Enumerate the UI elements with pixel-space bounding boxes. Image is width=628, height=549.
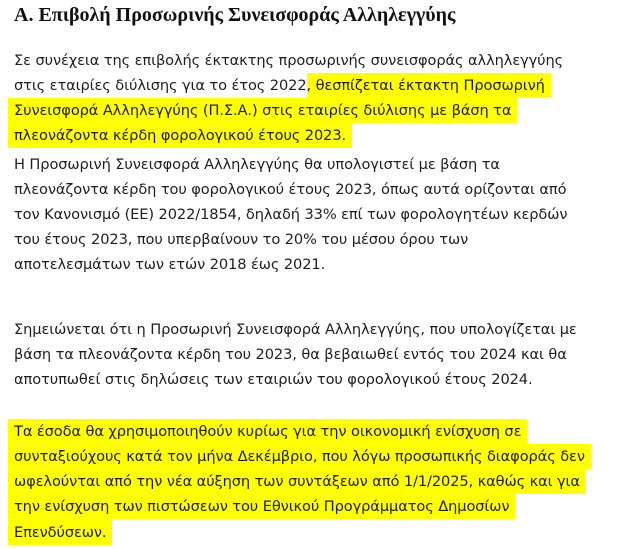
- paragraph-2-line-4: του έτους 2023, που υπερβαίνουν το 20% του μέσου όρου των: [14, 231, 469, 248]
- paragraph-1-line-4: [14, 123, 352, 148]
- paragraph-3-line-1: Σημειώνεται ότι η Προσωρινή Συνεισφορά Αλληλεγγύης, που υπολογίζεται με: [14, 321, 577, 338]
- highlighted-text: συνταξιούχους κατά τον μήνα Δεκέμβριο, που λόγω προσωπικής διαφοράς δεν: [8, 444, 591, 469]
- paragraph-2-line-2: πλεονάζοντα κέρδη του φορολογικού έτους 2023, όπως αυτά ορίζονται από: [14, 181, 567, 198]
- highlighted-text: πλεονάζοντα κέρδη φορολογικού έτους 2023.: [8, 123, 352, 148]
- paragraph-3-line-3: αποτυπωθεί στις δηλώσεις των εταιριών του φορολογικού έτους 2024.: [14, 371, 533, 388]
- highlighted-text: την ενίσχυση των πιστώσεων του Εθνικού Προγράμματος Δημοσίων: [8, 494, 515, 519]
- paragraph-1-line-3: [14, 98, 517, 123]
- highlighted-text: , θεσπίζεται έκτακτη Προσωρινή: [307, 73, 551, 98]
- highlighted-text: Τα έσοδα θα χρησιμοποιηθούν κυρίως για την οικονομική ενίσχυση σε: [8, 419, 527, 444]
- paragraph-2-line-5: αποτελεσμάτων των ετών 2018 έως 2021.: [14, 256, 326, 273]
- highlighted-text: Επενδύσεων.: [8, 520, 112, 545]
- plain-text: στις εταιρίες διύλισης για το έτος 2022: [14, 77, 307, 94]
- paragraph-4-line-1: [14, 419, 527, 444]
- highlighted-text: ωφελούνται από την νέα αύξηση των συντάξεων από 1/1/2025, καθώς και για: [8, 469, 586, 494]
- paragraph-4-line-5: [14, 520, 112, 545]
- paragraph-4-line-3: [14, 469, 586, 494]
- highlighted-text: Συνεισφορά Αλληλεγγύης (Π.Σ.Α.) στις εταιρίες διύλισης με βάση τα: [8, 98, 517, 123]
- section-title: Α. Επιβολή Προσωρινής Συνεισφοράς Αλληλεγγύης: [14, 4, 456, 26]
- paragraph-2-line-3: τον Κανονισμό (ΕΕ) 2022/1854, δηλαδή 33% επί των φορολογητέων κερδών: [14, 206, 568, 223]
- paragraph-4-line-4: [14, 494, 515, 519]
- paragraph-3-line-2: βάση τα πλεονάζοντα κέρδη του 2023, θα βεβαιωθεί εντός του 2024 και θα: [14, 346, 567, 363]
- paragraph-2-line-1: Η Προσωρινή Συνεισφορά Αλληλεγγύης θα υπολογιστεί με βάση τα: [14, 156, 500, 173]
- paragraph-1-line-2: [14, 73, 551, 98]
- paragraph-1-line-1: Σε συνέχεια της επιβολής έκτακτης προσωρινής συνεισφοράς αλληλεγγύης: [14, 52, 564, 69]
- paragraph-4-line-2: [14, 444, 591, 469]
